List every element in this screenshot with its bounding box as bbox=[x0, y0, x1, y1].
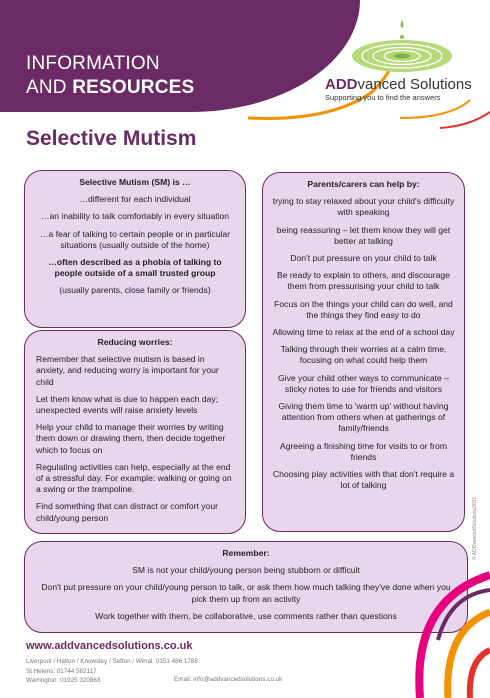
website-link[interactable]: www.addvancedsolutions.co.uk bbox=[26, 640, 193, 652]
reducing-item: Regulating activities can help, especially at the end of a stressful day. For example: walking or going on a swing or the trampoline. bbox=[36, 461, 232, 495]
reducing-item: Let them know what is due to happen each day; unexpected events will raise anxiety levels bbox=[36, 393, 219, 416]
remember-box-title: Remember: bbox=[222, 548, 270, 558]
parents-item: Giving them time to 'warm up' without having attention from others when at gatherings of family/friends bbox=[278, 401, 449, 434]
logo-name: ADDvanced Solutions bbox=[325, 76, 472, 93]
parents-item: Be ready to explain to others, and discourage them from pressurising your child to talk bbox=[277, 270, 450, 292]
parents-item: Give your child other ways to communicate – sticky notes to use for friends and visitors bbox=[278, 372, 449, 394]
page-title: Selective Mutism bbox=[26, 127, 197, 150]
sm-box-title: Selective Mutism (SM) is … bbox=[79, 177, 191, 187]
email-contact[interactable]: Email: info@addvancedsolutions.co.uk bbox=[174, 676, 283, 683]
parents-item: Choosing play activities with that don't require a lot of talking bbox=[272, 469, 455, 491]
parents-item: Agreeing a finishing time for visits to or from friends bbox=[279, 440, 448, 462]
sm-item: …different for each individual bbox=[79, 194, 191, 205]
sm-item: …an inability to talk comfortably in every situation bbox=[40, 211, 230, 222]
reducing-item: Find something that can distract or comfort your child/young person bbox=[36, 501, 218, 523]
parents-box-title: Parents/carers can help by: bbox=[307, 179, 420, 189]
parents-item: Focus on the things your child can do well, and the things they find easy to do bbox=[274, 298, 453, 320]
header-title-line1: INFORMATION bbox=[26, 53, 160, 74]
sm-item: (usually parents, close family or friends) bbox=[59, 285, 211, 296]
sm-item: …a fear of talking to certain people or in particular situations (usually outside of the home) bbox=[39, 228, 231, 250]
parents-item: being reassuring – let them know they will get better at talking bbox=[276, 224, 451, 246]
parents-carers-box bbox=[262, 172, 465, 532]
contact-numbers: Liverpool / Halton / Knowsley / Sefton / Wirral: 0151 486 1788 St Helens: 01744 582117 Warrington: 01925 320863 bbox=[26, 658, 198, 685]
header-title-line2: AND RESOURCES bbox=[26, 77, 195, 98]
remember-item: Work together with them, be collaborative, use comments rather than questions bbox=[95, 610, 397, 621]
parents-item: trying to stay relaxed about your child's difficulty with speaking bbox=[272, 196, 455, 218]
parents-item: Talking through their worries at a calm time, focusing on what could help them bbox=[280, 344, 447, 366]
reducing-box-title: Reducing worries: bbox=[97, 337, 173, 347]
parents-item: Don't put pressure on your child to talk bbox=[290, 253, 437, 264]
reducing-item: Help your child to manage their worries by writing them down or drawing them, then decide together which to focus on bbox=[36, 422, 226, 455]
sm-definition-box bbox=[24, 170, 246, 328]
reducing-item: Remember that selective mutism is based in anxiety, and reducing worry is important for your child bbox=[36, 354, 219, 387]
remember-box bbox=[24, 541, 468, 633]
remember-item: Don't put pressure on your child/young person to talk, or ask them how much talking they've done when you pick them up from an activity bbox=[41, 582, 451, 604]
sm-item: …often described as a phobia of talking to people outside of a small trusted group bbox=[48, 257, 222, 279]
copyright-watermark: © ADDvancedSolutions2021 bbox=[472, 496, 478, 560]
remember-item: SM is not your child/young person being stubborn or difficult bbox=[132, 565, 360, 576]
reducing-worries-box bbox=[24, 330, 246, 534]
parents-item: Allowing time to relax at the end of a school day bbox=[272, 327, 455, 338]
logo-tagline: Supporting you to find the answers bbox=[325, 93, 441, 102]
